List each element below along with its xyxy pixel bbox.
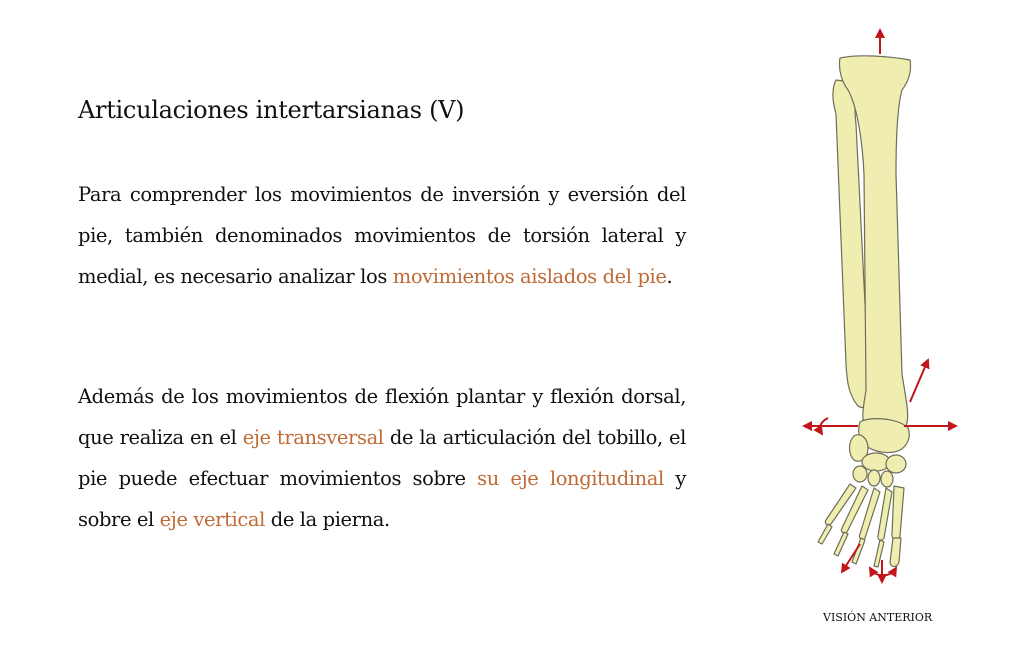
paragraph1-text-b: . [666, 265, 673, 288]
cuneiform-bone-3 [881, 471, 893, 487]
illustration-caption: VISIÓN ANTERIOR [823, 611, 933, 624]
cuneiform-bone-1 [853, 466, 867, 482]
paragraph2-text-d: de la pierna. [264, 508, 390, 531]
paragraph2-text-b: de la articulación del tobillo, el pie puede efectuar movimientos sobre [78, 426, 687, 490]
metatarsal-1 [892, 486, 904, 540]
phalanx-1 [890, 538, 901, 567]
bones-group [818, 56, 911, 567]
highlight-eje-longitudinal: su eje longitudinal [477, 467, 664, 490]
paragraph-ejes [78, 376, 686, 540]
paragraph-inversion-eversion [78, 174, 686, 297]
highlight-eje-vertical: eje vertical [159, 508, 265, 531]
phalanx-3 [852, 538, 865, 564]
page-title: Articulaciones intertarsianas (V) [78, 96, 465, 124]
paragraph2-text-c: y sobre el [78, 467, 686, 531]
phalanx-5 [818, 524, 832, 544]
highlight-eje-transversal: eje transversal [242, 426, 384, 449]
metatarsal-2 [878, 488, 892, 540]
paragraph2-text-a: Además de los movimientos de flexión plantar y flexión dorsal, que realiza en el [78, 385, 686, 449]
phalanx-4 [834, 532, 848, 556]
leg-foot-bones-illustration [798, 24, 964, 592]
paragraph1-text-a: Para comprender los movimientos de inversión y eversión del pie, también denominados movimientos de torsión lateral y medial, es necesario analizar los [78, 183, 686, 288]
highlight-movimientos-aislados: movimientos aislados del pie [392, 265, 667, 288]
cuboid-bone [886, 455, 906, 473]
cuneiform-bone-2 [868, 470, 880, 486]
oblique-axis-arrow [910, 360, 928, 402]
